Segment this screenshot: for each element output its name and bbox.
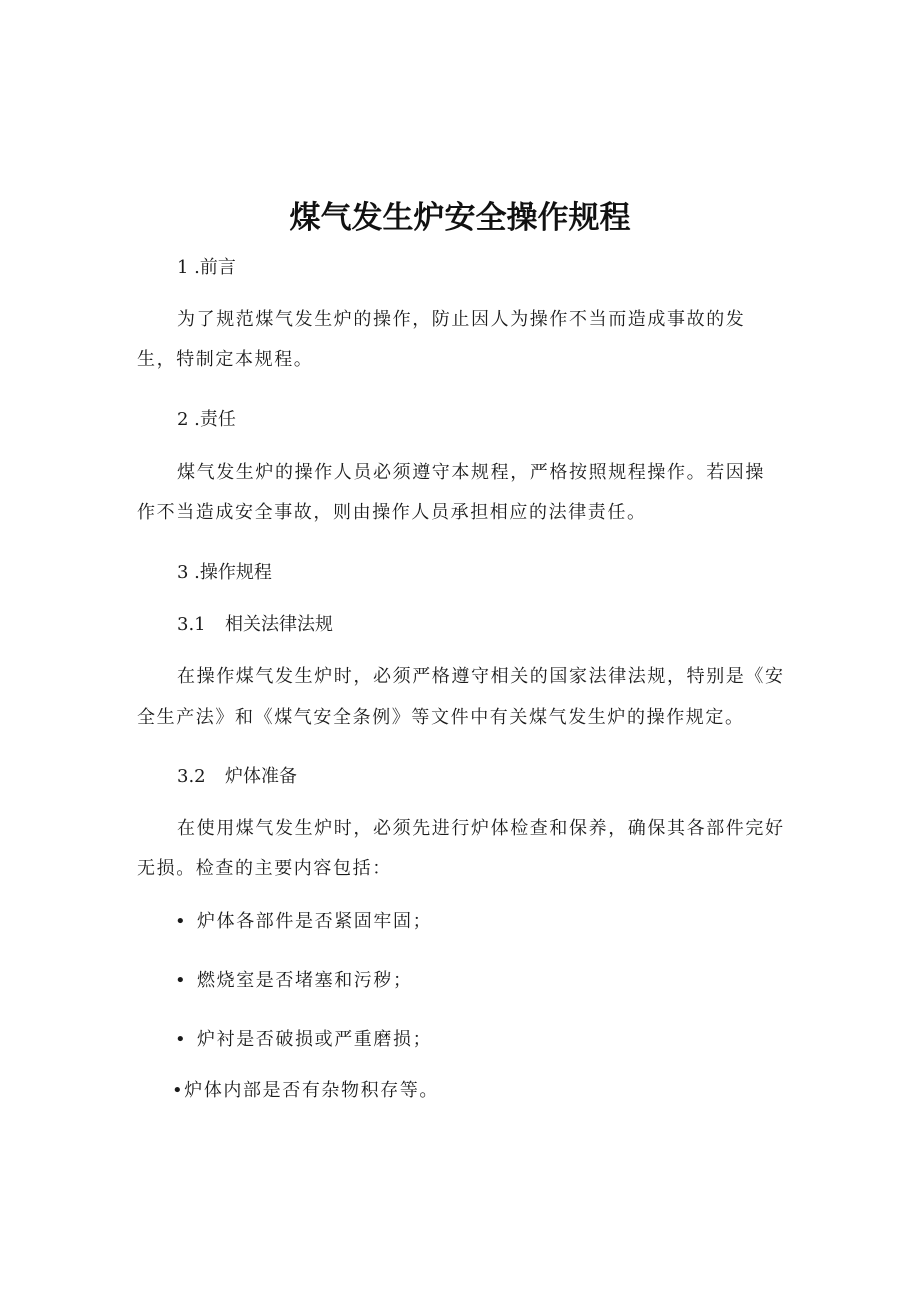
paragraph-line: 作不当造成安全事故，则由操作人员承担相应的法律责任。 [137,502,647,523]
paragraph-line: 在使用煤气发生炉时，必须先进行炉体检查和保养，确保其各部件完好 [177,818,785,839]
paragraph-line: 为了规范煤气发生炉的操作，防止因人为操作不当而造成事故的发 [177,309,746,330]
bullet-text: 燃烧室是否堵塞和污秽； [197,970,413,991]
subsection-number: 3.1 [177,614,206,635]
bullet-marker: • [172,1080,185,1101]
bullet-marker: • [175,970,188,991]
bullet-text: 炉衬是否破损或严重磨损； [197,1029,433,1050]
document-title: 煤气发生炉安全操作规程 [289,200,631,236]
bullet-list-item [172,1080,439,1102]
subsection-number: 3.2 [177,766,206,787]
subsection-label: 炉体准备 [225,766,297,787]
bullet-list-item [175,911,432,933]
bullet-text: 炉体各部件是否紧固牢固； [197,911,433,932]
section-heading-responsibility: 2 .责任 [177,409,236,430]
bullet-list-item [175,1029,432,1051]
section-heading-procedures: 3 .操作规程 [177,562,272,583]
paragraph-line: 煤气发生炉的操作人员必须遵守本规程，严格按照规程操作。若因操 [177,462,765,483]
subsection-heading-furnace-prep [177,766,297,788]
paragraph-line: 生，特制定本规程。 [137,349,314,370]
bullet-marker: • [175,911,188,932]
subsection-heading-laws [177,614,333,636]
paragraph-line: 在操作煤气发生炉时，必须严格遵守相关的国家法律法规，特别是《安 [177,666,785,687]
bullet-list-item [175,970,413,992]
paragraph-line: 无损。检查的主要内容包括： [137,858,392,879]
bullet-text: 炉体内部是否有杂物积存等。 [184,1080,440,1101]
paragraph-line: 全生产法》和《煤气安全条例》等文件中有关煤气发生炉的操作规定。 [137,707,745,728]
bullet-marker: • [175,1029,188,1050]
section-heading-preface: 1 .前言 [177,257,236,278]
subsection-label: 相关法律法规 [225,614,333,635]
